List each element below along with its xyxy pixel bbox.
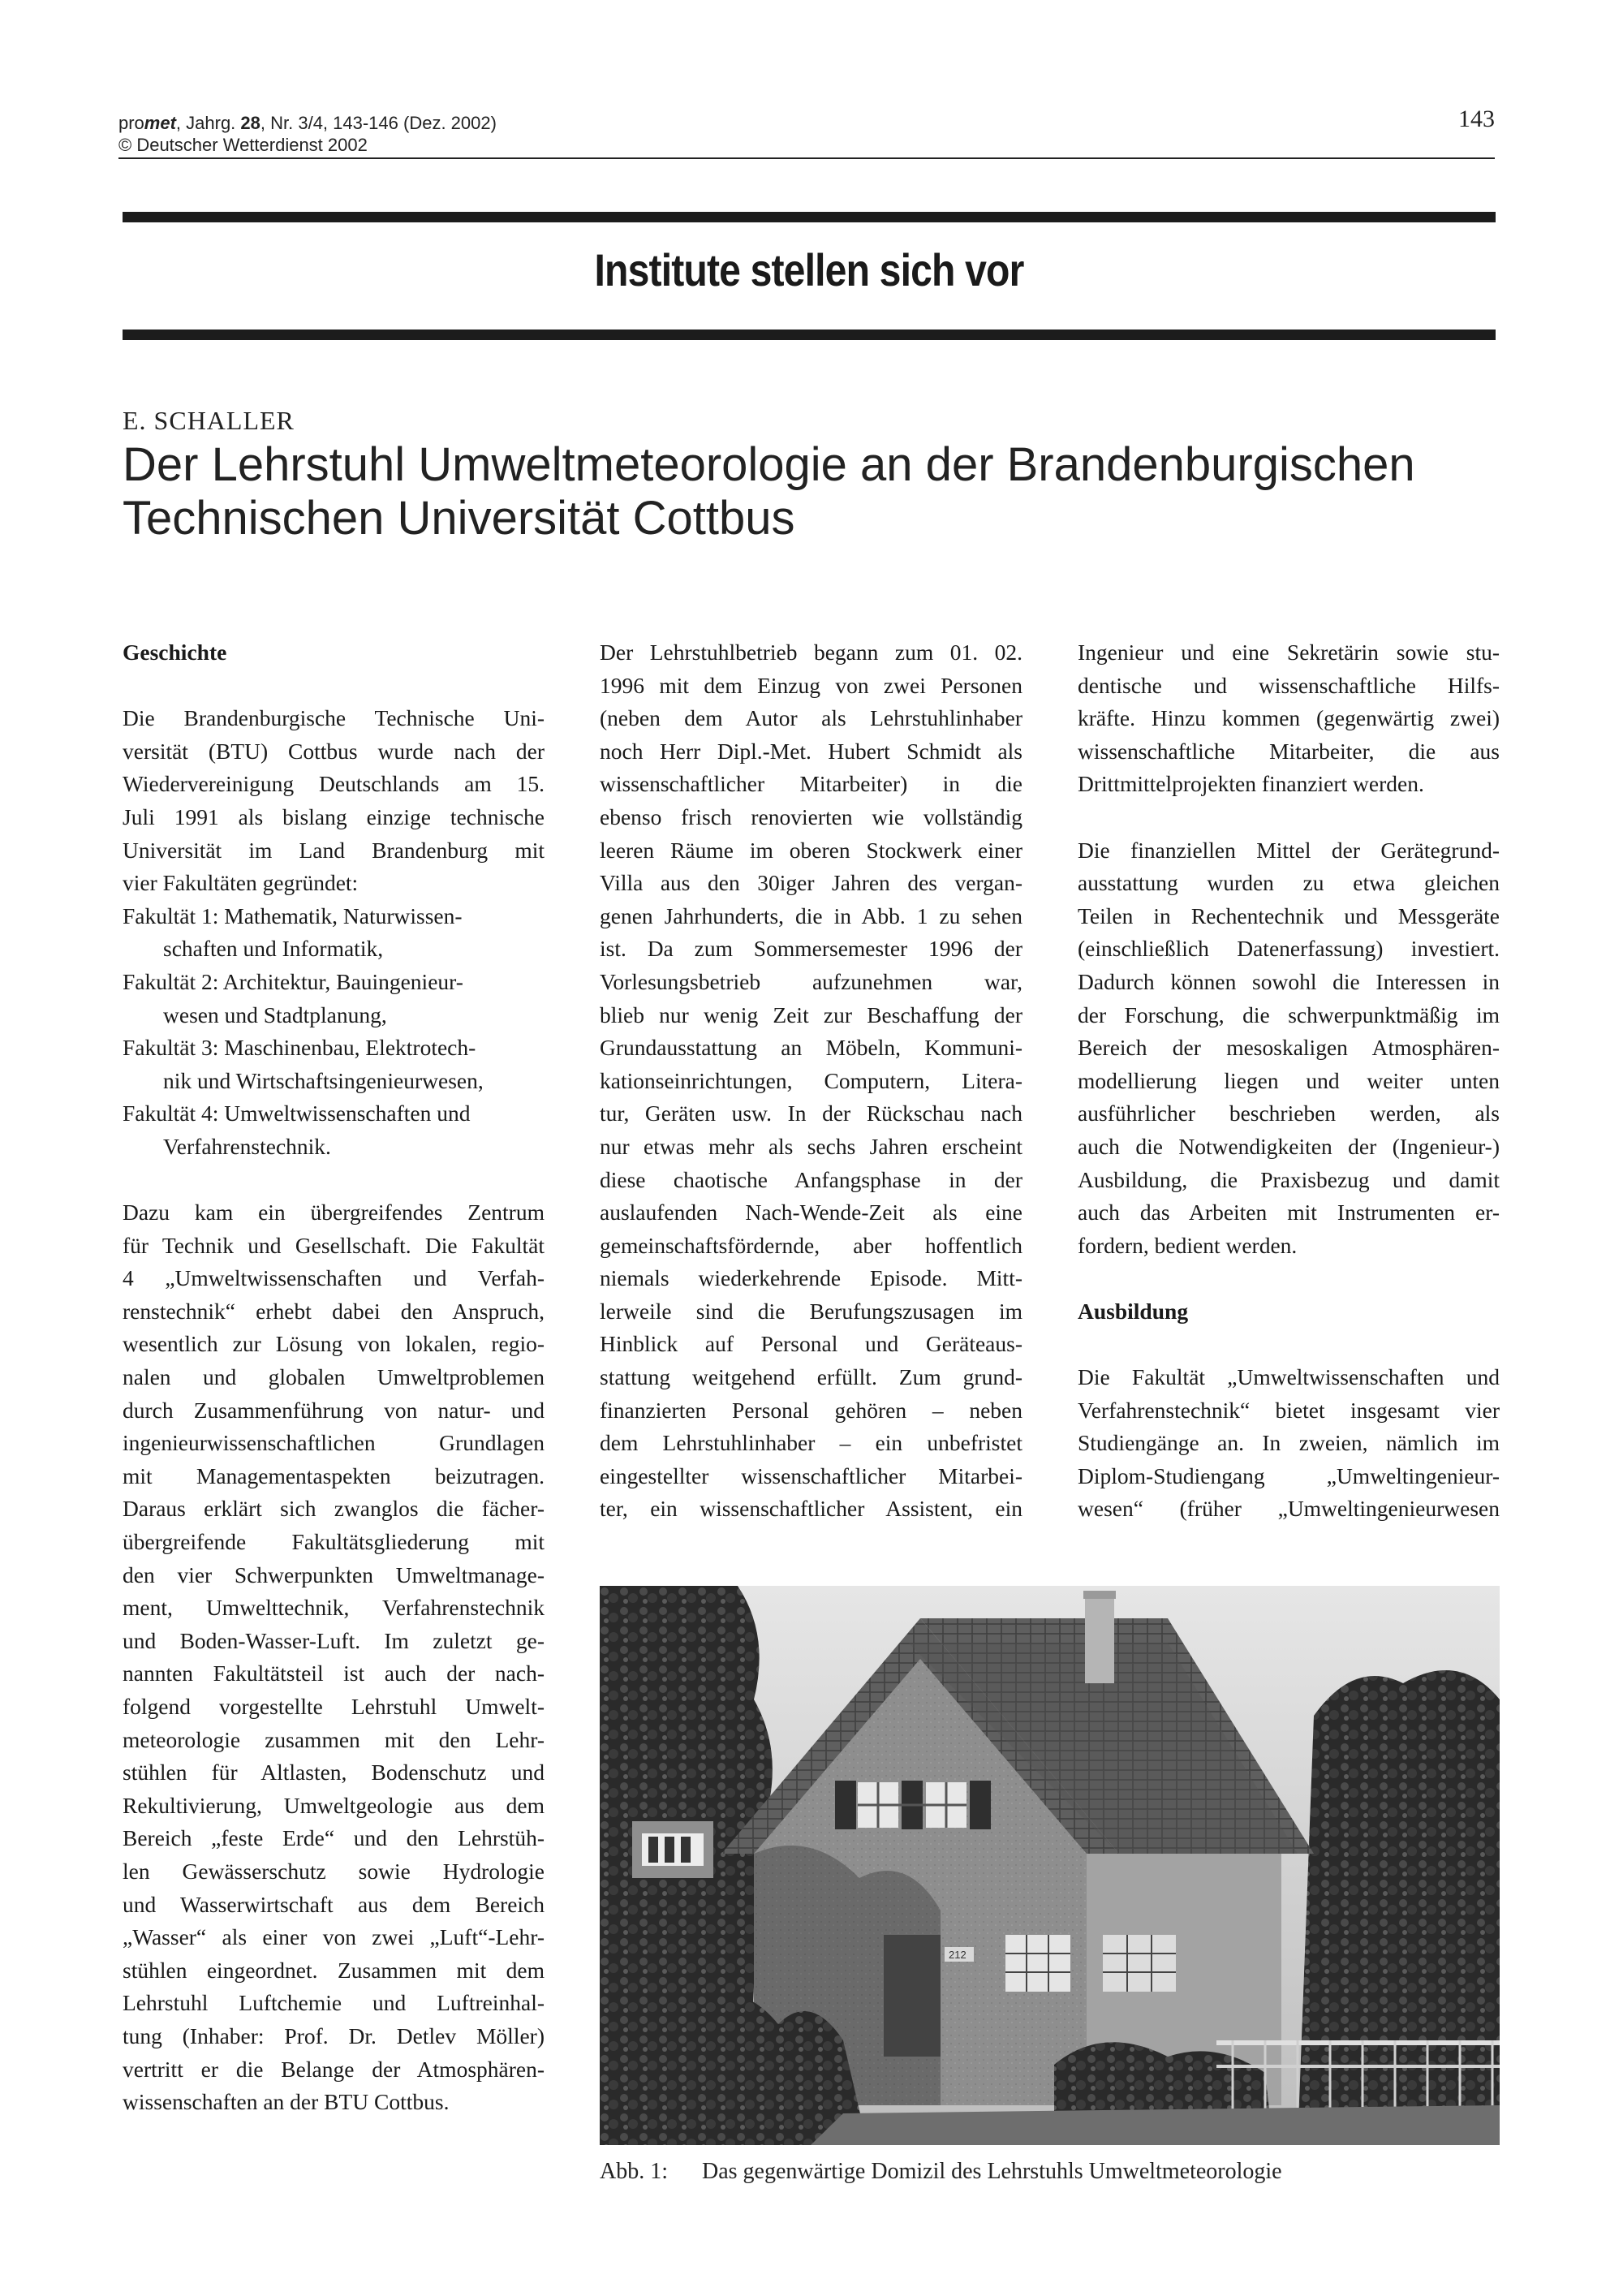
text-line: mit Managementaspekten beizutragen. — [123, 1462, 545, 1488]
journal-name-met: met — [144, 113, 176, 133]
text-line: Dadurch können sowohl die Interessen in — [1078, 968, 1500, 994]
text-line: und Wasserwirtschaft aus dem Bereich — [123, 1891, 545, 1917]
text-line: Dazu kam ein übergreifendes Zentrum — [123, 1200, 545, 1226]
text-line: vier Fakultäten gegründet: — [123, 870, 359, 896]
text-line: Teilen in Rechentechnik und Messgeräte — [1078, 902, 1500, 928]
text-line: Drittmittelprojekten finanziert werden. — [1078, 771, 1424, 797]
text-line: ist. Da zum Sommersemester 1996 der — [600, 936, 1022, 962]
heading-ausbildung: Ausbildung — [1078, 1298, 1189, 1324]
text-line: kationseinrichtungen, Computern, Litera- — [600, 1067, 1022, 1093]
copyright-line: © Deutscher Wetterdienst 2002 — [118, 135, 368, 155]
text-line: Daraus erklärt sich zwanglos die fächer- — [123, 1496, 545, 1522]
text-line: auch das Arbeiten mit Instrumenten er- — [1078, 1200, 1500, 1226]
text-line: ausstattung wurden zu etwa gleichen — [1078, 870, 1500, 896]
column-1 — [123, 636, 545, 2119]
text-line: ingenieurwissenschaftlichen Grundlagen — [123, 1430, 545, 1456]
text-line: vertritt er die Belange der Atmosphären- — [123, 2056, 545, 2082]
text-line: Die finanziellen Mittel der Gerätegrund- — [1078, 837, 1500, 863]
text-line: Universität im Land Brandenburg mit — [123, 837, 545, 863]
text-line: (neben dem Autor als Lehrstuhlinhaber — [600, 705, 1022, 731]
text-line: auslaufenden Nach-Wende-Zeit als eine — [600, 1200, 1022, 1226]
article-title — [123, 438, 1502, 545]
text-line: 1996 mit dem Einzug von zwei Personen — [600, 672, 1022, 698]
paragraph-zentrum — [123, 1196, 545, 2119]
section-title: Institute stellen sich vor — [594, 244, 1024, 295]
text-line: auch die Notwendigkeiten der (Ingenieur-) — [1078, 1133, 1500, 1159]
text-line: Bereich „feste Erde“ und den Lehrstüh- — [123, 1825, 545, 1851]
section-top-bar — [123, 212, 1496, 222]
text-line: ment, Umwelttechnik, Verfahrenstechnik — [123, 1595, 545, 1621]
caption-text: Das gegenwärtige Domizil des Lehrstuhls Umweltmeteorologie — [702, 2159, 1282, 2184]
text-line: tung (Inhaber: Prof. Dr. Detlev Möller) — [123, 2022, 545, 2048]
text-line: Studiengänge an. In zweien, nämlich im — [1078, 1430, 1500, 1456]
text-line: Ingenieur und eine Sekretärin sowie stu- — [1078, 640, 1500, 665]
text-line: modellierung liegen und weiter unten — [1078, 1067, 1500, 1093]
faculty-item-cont: wesen und Stadtplanung, — [163, 1002, 387, 1027]
text-line: Bereich der mesoskaligen Atmosphären- — [1078, 1035, 1500, 1061]
heading-geschichte: Geschichte — [123, 640, 227, 665]
header-rule — [118, 157, 1495, 159]
journal-citation-post: , Nr. 3/4, 143-146 (Dez. 2002) — [260, 113, 497, 133]
text-line: der Forschung, die schwerpunktmäßig im — [1078, 1002, 1500, 1027]
villa-photo-illustration — [600, 1586, 1500, 2145]
text-line: tur, Geräten usw. In der Rückschau nach — [600, 1101, 1022, 1126]
journal-reference — [118, 112, 497, 156]
paragraph-studiengaenge — [1078, 1361, 1500, 1526]
faculty-item: Fakultät 2: Architektur, Bauingenieur- — [123, 968, 463, 994]
text-line: dem Lehrstuhlinhaber – ein unbefristet — [600, 1430, 1022, 1456]
faculty-list — [123, 900, 545, 1164]
text-line: „Wasser“ als einer von zwei „Luft“-Lehr- — [123, 1924, 545, 1950]
text-line: lerweile sind die Berufungszusagen im — [600, 1298, 1022, 1324]
text-line: wesen“ (früher „Umweltingenieurwesen — [1078, 1496, 1500, 1522]
text-line: nalen und globalen Umweltproblemen — [123, 1364, 545, 1390]
text-line: Hinblick auf Personal und Geräteaus- — [600, 1331, 1022, 1357]
faculty-item: Fakultät 4: Umweltwissenschaften und — [123, 1101, 471, 1126]
faculty-item-cont: schaften und Informatik, — [163, 936, 384, 962]
text-line: nannten Fakultätsteil ist auch der nach- — [123, 1661, 545, 1686]
text-line: und Boden-Wasser-Luft. Im zuletzt ge- — [123, 1627, 545, 1653]
text-line: gemeinschaftsfördernde, aber hoffentlich — [600, 1232, 1022, 1258]
paragraph-lehrstuhlbetrieb — [600, 636, 1022, 1526]
text-line: folgend vorgestellte Lehrstuhl Umwelt- — [123, 1694, 545, 1719]
faculty-item-cont: nik und Wirtschaftsingenieurwesen, — [163, 1067, 484, 1093]
text-line: Die Brandenburgische Technische Uni- — [123, 705, 545, 731]
text-line: wissenschaftliche Mitarbeiter, die aus — [1078, 738, 1500, 764]
text-line: nur etwas mehr als sechs Jahren erscheint — [600, 1133, 1022, 1159]
caption-label: Abb. 1: — [600, 2159, 668, 2184]
text-line: stühlen für Altlasten, Bodenschutz und — [123, 1760, 545, 1786]
article-title-line-2: Technischen Universität Cottbus — [123, 492, 795, 545]
text-line: stattung weitgehend erfüllt. Zum grund- — [600, 1364, 1022, 1390]
text-line: blieb nur wenig Zeit zur Beschaffung der — [600, 1002, 1022, 1027]
page-number: 143 — [1458, 106, 1495, 132]
text-line: eingestellter wissenschaftlicher Mitarbei- — [600, 1462, 1022, 1488]
text-line: leeren Räume im oberen Stockwerk einer — [600, 837, 1022, 863]
text-line: Diplom-Studiengang „Umweltingenieur- — [1078, 1462, 1500, 1488]
text-line: noch Herr Dipl.-Met. Hubert Schmidt als — [600, 738, 1022, 764]
journal-volume: 28 — [240, 113, 260, 133]
text-line: wissenschaften an der BTU Cottbus. — [123, 2089, 450, 2115]
text-line: Rekultivierung, Umweltgeologie aus dem — [123, 1792, 545, 1818]
text-line: wissenschaftlicher Mitarbeiter) in die — [600, 771, 1022, 797]
text-line: für Technik und Gesellschaft. Die Fakultät — [123, 1232, 545, 1258]
journal-citation — [118, 112, 497, 134]
text-line: Die Fakultät „Umweltwissenschaften und — [1078, 1364, 1500, 1390]
text-line: Ausbildung, die Praxisbezug und damit — [1078, 1166, 1500, 1192]
journal-name-pro: pro — [118, 113, 144, 133]
paragraph-personal — [1078, 636, 1500, 801]
text-line: Villa aus den 30iger Jahren des vergan- — [600, 870, 1022, 896]
text-line: Vorlesungsbetrieb aufzunehmen war, — [600, 968, 1022, 994]
faculty-item: Fakultät 3: Maschinenbau, Elektrotech- — [123, 1035, 476, 1061]
text-line: fordern, bedient werden. — [1078, 1232, 1298, 1258]
house-number: 212 — [949, 1949, 966, 1961]
figure-caption — [600, 2159, 1282, 2185]
text-line: Wiedervereinigung Deutschlands am 15. — [123, 771, 545, 797]
text-line: ebenso frisch renovierten wie vollständig — [600, 803, 1022, 829]
journal-citation-pre: , Jahrg. — [175, 113, 241, 133]
text-line: Lehrstuhl Luftchemie und Luftreinhal- — [123, 1990, 545, 2016]
text-line: versität (BTU) Cottbus wurde nach der — [123, 738, 545, 764]
text-line: Verfahrenstechnik“ bietet insgesamt vier — [1078, 1397, 1500, 1423]
text-line: len Gewässerschutz sowie Hydrologie — [123, 1858, 545, 1884]
text-line: ausführlicher beschrieben werden, als — [1078, 1101, 1500, 1126]
text-line: meteorologie zusammen mit den Lehr- — [123, 1726, 545, 1752]
text-line: durch Zusammenführung von natur- und — [123, 1397, 545, 1423]
text-line: renstechnik“ erhebt dabei den Anspruch, — [123, 1298, 545, 1324]
text-line: kräfte. Hinzu kommen (gegenwärtig zwei) — [1078, 705, 1500, 731]
text-line: den vier Schwerpunkten Umweltmanage- — [123, 1562, 545, 1587]
text-line: genen Jahrhunderts, die in Abb. 1 zu sehen — [600, 902, 1022, 928]
text-line: stühlen eingeordnet. Zusammen mit dem — [123, 1957, 545, 1983]
text-line: Der Lehrstuhlbetrieb begann zum 01. 02. — [600, 640, 1022, 665]
text-line: (einschließlich Datenerfassung) investiert. — [1078, 936, 1500, 962]
text-line: niemals wiederkehrende Episode. Mitt- — [600, 1265, 1022, 1291]
column-3 — [1078, 636, 1500, 1526]
figure-photo-villa — [600, 1586, 1500, 2145]
paragraph-intro — [123, 702, 545, 900]
text-line: 4 „Umweltwissenschaften und Verfah- — [123, 1265, 545, 1291]
article-title-line-1: Der Lehrstuhl Umweltmeteorologie an der Brandenburgischen — [123, 438, 1415, 491]
text-line: Grundausstattung an Möbeln, Kommuni- — [600, 1035, 1022, 1061]
text-line: Juli 1991 als bislang einzige technische — [123, 803, 545, 829]
column-2 — [600, 636, 1022, 1526]
text-line: diese chaotische Anfangsphase in der — [600, 1166, 1022, 1192]
section-bottom-bar — [123, 330, 1496, 340]
text-line: dentische und wissenschaftliche Hilfs- — [1078, 672, 1500, 698]
text-line: finanzierten Personal gehören – neben — [600, 1397, 1022, 1423]
faculty-item-cont: Verfahrenstechnik. — [163, 1133, 331, 1159]
article-author: E. SCHALLER — [123, 406, 295, 435]
text-line: wesentlich zur Lösung von lokalen, regio- — [123, 1331, 545, 1357]
paragraph-finanzen — [1078, 834, 1500, 1263]
faculty-item: Fakultät 1: Mathematik, Naturwissen- — [123, 902, 463, 928]
text-line: ter, ein wissenschaftlicher Assistent, ein — [600, 1496, 1022, 1522]
text-line: übergreifende Fakultätsgliederung mit — [123, 1529, 545, 1555]
